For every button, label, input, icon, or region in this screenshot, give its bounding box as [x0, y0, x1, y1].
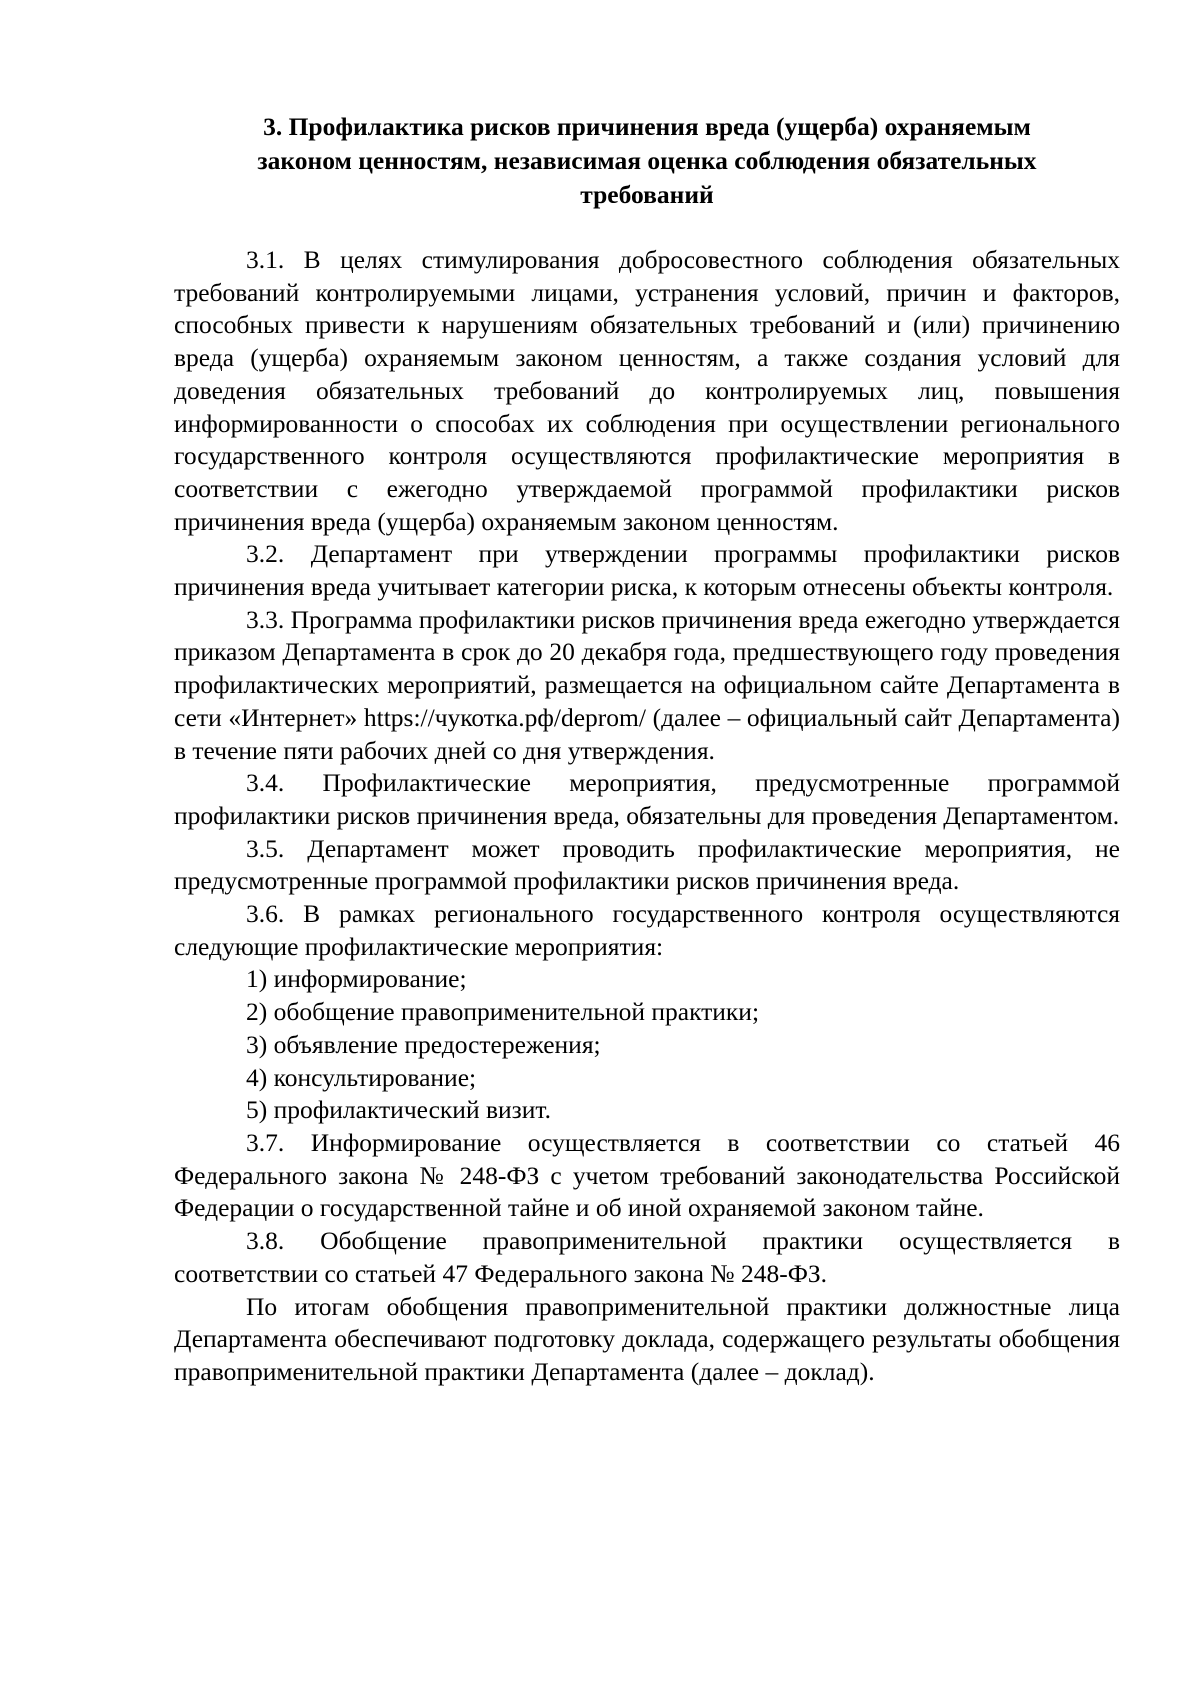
list-item: 4) консультирование; [246, 1062, 477, 1092]
paragraph-report: По итогам обобщения правоприменительной практики должностные лица Департамента обеспечивают подготовку доклада, содержащего результаты обобщения правоприменительной практики Департамента (далее – доклад). [174, 1291, 1120, 1386]
heading-line: требований [580, 180, 714, 209]
heading-line: 3. Профилактика рисков причинения вреда (ущерба) охраняемым [263, 112, 1031, 141]
list-item: 3) объявление предостережения; [246, 1029, 601, 1059]
document-body [174, 244, 1120, 1389]
paragraph-3-6: 3.6. В рамках регионального государственного контроля осуществляются следующие профилактические мероприятия: [174, 899, 1120, 961]
list-item: 5) профилактический визит. [246, 1095, 551, 1125]
list-item: 2) обобщение правоприменительной практики; [246, 997, 760, 1027]
heading-line: законом ценностям, независимая оценка соблюдения обязательных [257, 146, 1037, 175]
paragraph-3-5: 3.5. Департамент может проводить профилактические мероприятия, не предусмотренные программой профилактики рисков причинения вреда. [174, 833, 1120, 896]
paragraph-3-4: 3.4. Профилактические мероприятия, предусмотренные программой профилактики рисков причинения вреда, обязательны для проведения Департаментом. [174, 768, 1120, 830]
paragraph-3-2: 3.2. Департамент при утверждении программы профилактики рисков причинения вреда учитывает категории риска, к которым отнесены объекты контроля. [174, 539, 1120, 602]
paragraph-3-3: 3.3. Программа профилактики рисков причинения вреда ежегодно утверждается приказом Департамента в срок до 20 декабря года, предшествующего году проведения профилактических мероприятий, размещается на официальном сайте Департамента в сети «Интернет» https://чукотка.рф/deprom/ (далее – официальный сайт Департамента) в течение пяти рабочих дней со дня утверждения. [174, 604, 1120, 765]
paragraph-3-1: 3.1. В целях стимулирования добросовестного соблюдения обязательных требований контролируемыми лицами, устранения условий, причин и факторов, способных привести к нарушениям обязательных требований и (или) причинению вреда (ущерба) охраняемым законом ценностям, а также создания условий для доведения обязательных требований до контролируемых лиц, повышения информированности о способах их соблюдения при осуществлении регионального государственного контроля осуществляются профилактические мероприятия в соответствии с ежегодно утверждаемой программой профилактики рисков причинения вреда (ущерба) охраняемым законом ценностям. [174, 245, 1120, 536]
paragraph-3-7: 3.7. Информирование осуществляется в соответствии со статьей 46 Федерального закона № 248-ФЗ с учетом требований законодательства Российской Федерации о государственной тайне и об иной охраняемой законом тайне. [174, 1127, 1120, 1223]
paragraph-3-8: 3.8. Обобщение правоприменительной практики осуществляется в соответствии со статьей 47 Федерального закона № 248-ФЗ. [174, 1226, 1120, 1288]
section-heading [174, 110, 1120, 212]
list-item: 1) информирование; [246, 964, 467, 994]
